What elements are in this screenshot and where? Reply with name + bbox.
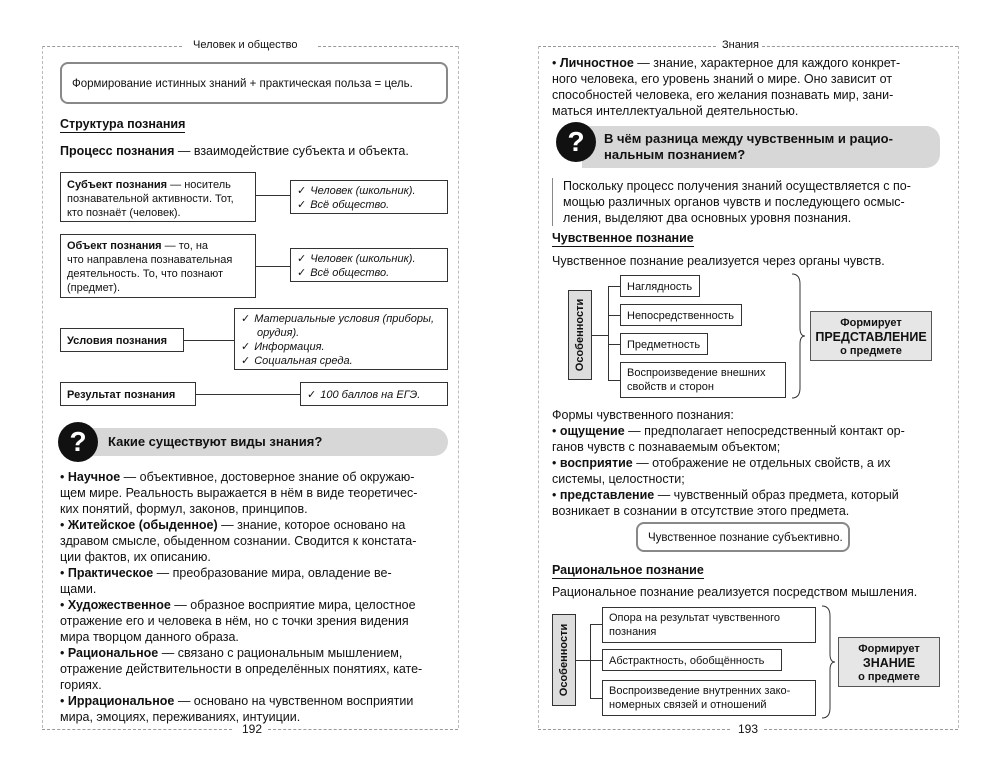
- divider: [762, 46, 958, 47]
- definition-text: — взаимодействие субъекта и объекта.: [174, 144, 409, 158]
- list-item: • Художественное — образное восприятие мира, целостное: [60, 598, 416, 612]
- conditions-list: ✓ Материальные условия (приборы, орудия). ✓ Информация. ✓ Социальная среда.: [234, 308, 448, 370]
- brace-icon: [820, 604, 836, 720]
- personal-knowledge: • Личностное — знание, характерное для каждого конкрет- ного человека, его уровень знаний о мире. Оно зависит от способностей человека, его желания познавать мир, зани- маться интеллектуальной деятельностью.: [552, 56, 901, 118]
- list-item: • ощущение — предполагает непосредственный контакт ор-: [552, 424, 905, 438]
- list-item: • восприятие — отображение не отдельных свойств, а их: [552, 456, 891, 470]
- connector: [590, 698, 602, 699]
- connector: [590, 660, 602, 661]
- feature-box: Абстрактность, обобщённость: [602, 649, 782, 671]
- feature-box: Опора на результат чувственного познания: [602, 607, 816, 643]
- list-item: • Рациональное — связано с рациональным мышлением,: [60, 646, 403, 660]
- sensory-title: Чувственное познание: [552, 231, 694, 245]
- result-box: Результат познания: [60, 382, 196, 406]
- process-definition: [60, 143, 409, 159]
- question-bar: Какие существуют виды знания?: [84, 428, 448, 456]
- divider: [268, 729, 458, 730]
- running-head: Знания: [722, 39, 760, 51]
- section-title: Структура познания: [60, 117, 186, 131]
- list-item: • представление — чувственный образ предмета, который: [552, 488, 899, 502]
- features-label: Особенности: [568, 290, 592, 380]
- question-bar: В чём разница между чувственным и рацио- нальным познанием?: [582, 126, 940, 168]
- list-item: • Практическое — преобразование мира, овладение ве-: [60, 566, 392, 580]
- feature-box: Непосредственность: [620, 304, 742, 326]
- divider: [538, 46, 716, 47]
- brace-icon: [790, 272, 806, 400]
- connector: [256, 195, 290, 196]
- intro-paragraph: Поскольку процесс получения знаний осуществляется с по- мощью различных органов чувств и последующего осмыс- ления, выделяют два основных уровня познания.: [552, 178, 959, 226]
- connector: [608, 286, 620, 287]
- list-item: • Научное — объективное, достоверное знание об окружаю-: [60, 470, 415, 484]
- result-example: ✓ 100 баллов на ЕГЭ.: [300, 382, 448, 406]
- subjective-note: Чувственное познание субъективно.: [636, 522, 850, 552]
- page-border: [458, 46, 459, 728]
- sensory-forms: Формы чувственного познания: • ощущение — предполагает непосредственный контакт ор- ганов чувств с познаваемым объектом; • восприятие — отображение не отдельных свойств, а их системы, целостности; • представление — чувственный образ предмета, который возникает в сознании в отсутствие этого предмета.: [552, 407, 948, 519]
- page-border: [958, 46, 959, 728]
- object-examples: ✓ Человек (школьник). ✓ Всё общество.: [290, 248, 448, 282]
- subject-box: Субъект познания — носитель познавательной активности. Тот, кто познаёт (человек).: [60, 172, 256, 222]
- rational-title: Рациональное познание: [552, 563, 704, 577]
- connector: [592, 335, 608, 336]
- page-number: 192: [242, 722, 263, 736]
- forms-box: Формирует ПРЕДСТАВЛЕНИЕ о предмете: [810, 311, 932, 361]
- forms-box: Формирует ЗНАНИЕ о предмете: [838, 637, 940, 687]
- kinds-list: • Научное — объективное, достоверное знание об окружаю- щем мире. Реальность выражается в нём в виде теоретичес- ких понятий, формул, законов, принципов. • Житейское (обыденное) — знание, которое основано на здравом смысле, обыденном сознании. Сводится к констата- ции фактов, их описанию. • Практическое — преобразование мира, овладение ве- щами. • Художественное — образное восприятие мира, целостное отражение его и человека в нём, но с точки зрения видения мира творцом данного образа. • Рациональное — связано с рациональным мышлением, отражение действительности в определённых понятиях, кате- гориях. • Иррациональное — основано на чувственном восприятии мира, эмоциях, переживаниях, интуиции.: [60, 469, 452, 725]
- subject-examples: ✓ Человек (школьник). ✓ Всё общество.: [290, 180, 448, 214]
- connector: [184, 340, 234, 341]
- divider: [42, 46, 182, 47]
- page-border: [42, 46, 43, 728]
- divider: [42, 729, 232, 730]
- page-number: 193: [738, 722, 759, 736]
- connector: [608, 286, 609, 380]
- connector: [256, 266, 290, 267]
- connector: [576, 660, 590, 661]
- right-page: [500, 0, 1000, 776]
- list-item: • Иррациональное — основано на чувственном восприятии: [60, 694, 414, 708]
- term: Процесс познания: [60, 144, 175, 158]
- connector: [608, 315, 620, 316]
- feature-box: Наглядность: [620, 275, 700, 297]
- rational-intro: Рациональное познание реализуется посредством мышления.: [552, 585, 918, 599]
- feature-box: Воспроизведение внешних свойств и сторон: [620, 362, 786, 398]
- running-head: Человек и общество: [193, 39, 298, 51]
- divider: [764, 729, 958, 730]
- divider: [318, 46, 458, 47]
- feature-box: Воспроизведение внутренних зако- номерных связей и отношений: [602, 680, 816, 716]
- connector: [608, 344, 620, 345]
- question-icon: ?: [58, 422, 98, 462]
- features-label: Особенности: [552, 614, 576, 706]
- page-border: [538, 46, 539, 728]
- question-icon: ?: [556, 122, 596, 162]
- connector: [608, 380, 620, 381]
- feature-box: Предметность: [620, 333, 708, 355]
- list-item: • Житейское (обыденное) — знание, которое основано на: [60, 518, 406, 532]
- conditions-box: Условия познания: [60, 328, 184, 352]
- connector: [590, 624, 602, 625]
- connector: [196, 394, 300, 395]
- goal-note: Формирование истинных знаний + практическая польза = цель.: [60, 62, 448, 104]
- divider: [538, 729, 730, 730]
- sensory-intro: Чувственное познание реализуется через органы чувств.: [552, 254, 885, 268]
- connector: [590, 624, 591, 698]
- object-box: Объект познания — то, на что направлена познавательная деятельность. То, что познают (предмет).: [60, 234, 256, 298]
